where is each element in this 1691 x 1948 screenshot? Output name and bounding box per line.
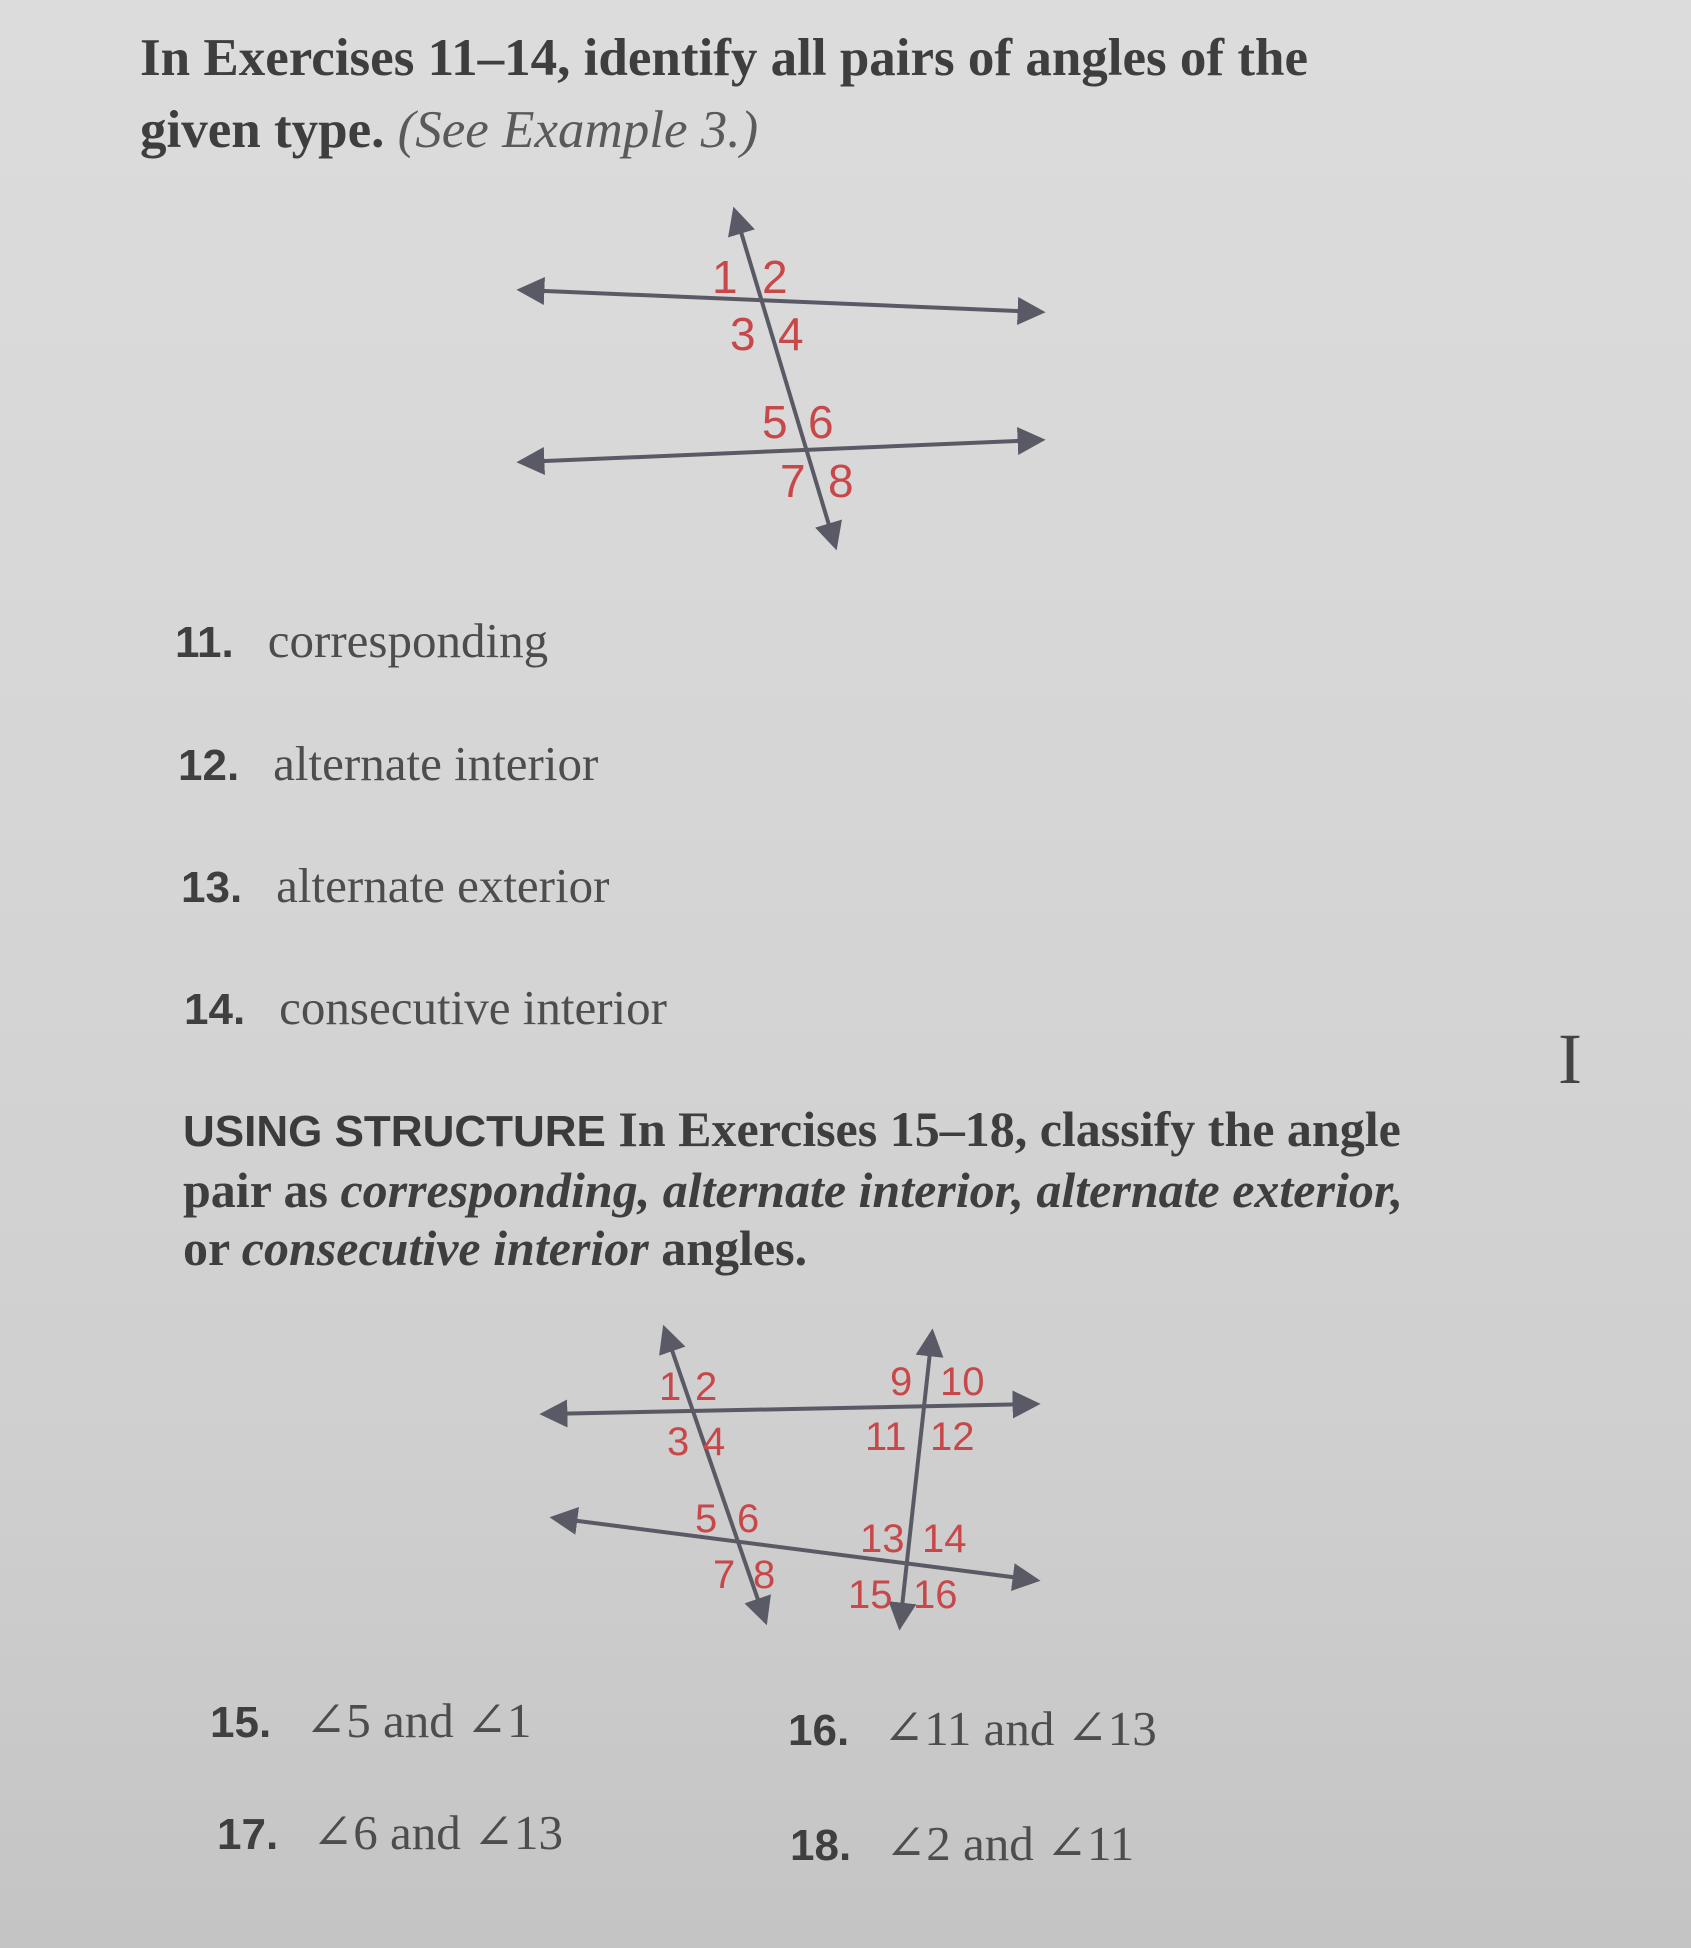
instruction-text: In Exercises 11–14, identify all pairs of angles of the given type.: [140, 29, 1308, 159]
exercise-18: 18. ∠2 and ∠11: [790, 1816, 1135, 1871]
angle-label-4: 4: [703, 1420, 726, 1464]
text-cursor-icon: I: [1558, 1019, 1582, 1099]
angle-label-9: 9: [890, 1360, 913, 1404]
exercise-15: 15. ∠5 and ∠1: [210, 1693, 532, 1748]
angle-label-10: 10: [940, 1360, 985, 1404]
exercise-11: 11. corresponding: [175, 613, 549, 668]
exercise-instructions: [140, 22, 1380, 166]
parallel-lines-diagram-2: [535, 1320, 1055, 1640]
angle-label-6: 6: [737, 1497, 760, 1541]
angle-label-2: 2: [695, 1365, 718, 1409]
angle-label-4: 4: [778, 308, 804, 360]
exercise-17: 17. ∠6 and ∠13: [217, 1805, 564, 1860]
angle-label-13: 13: [860, 1517, 905, 1561]
parallel-lines-diagram-1: [500, 200, 1060, 560]
angle-label-3: 3: [667, 1420, 690, 1464]
angle-label-5: 5: [762, 396, 788, 448]
angle-label-11: 11: [865, 1415, 907, 1459]
exercise-12: 12. alternate interior: [178, 736, 599, 791]
angle-label-15: 15: [848, 1573, 893, 1617]
exercise-13: 13. alternate exterior: [181, 858, 610, 913]
angle-label-7: 7: [780, 455, 806, 507]
angle-label-5: 5: [695, 1497, 718, 1541]
angle-label-3: 3: [730, 308, 756, 360]
angle-label-1: 1: [712, 251, 738, 303]
angle-label-2: 2: [762, 251, 788, 303]
angle-label-14: 14: [922, 1517, 967, 1561]
example-reference: (See Example 3.): [397, 101, 759, 159]
angle-label-12: 12: [930, 1415, 975, 1459]
using-structure-instructions: USING STRUCTURE In Exercises 15–18, classify the angle pair as corresponding, alternate interior, alternate exterior, or consecutive interior angles.: [183, 1101, 1404, 1276]
exercise-14: 14. consecutive interior: [184, 980, 667, 1035]
angle-label-1: 1: [659, 1365, 682, 1409]
angle-label-8: 8: [828, 455, 854, 507]
parallel-line-top: [545, 1404, 1035, 1414]
exercise-16: 16. ∠11 and ∠13: [788, 1701, 1157, 1756]
angle-label-7: 7: [713, 1553, 736, 1597]
angle-label-6: 6: [808, 396, 834, 448]
section-tag: USING STRUCTURE: [183, 1107, 606, 1156]
angle-label-8: 8: [753, 1553, 776, 1597]
angle-label-16: 16: [913, 1573, 958, 1617]
